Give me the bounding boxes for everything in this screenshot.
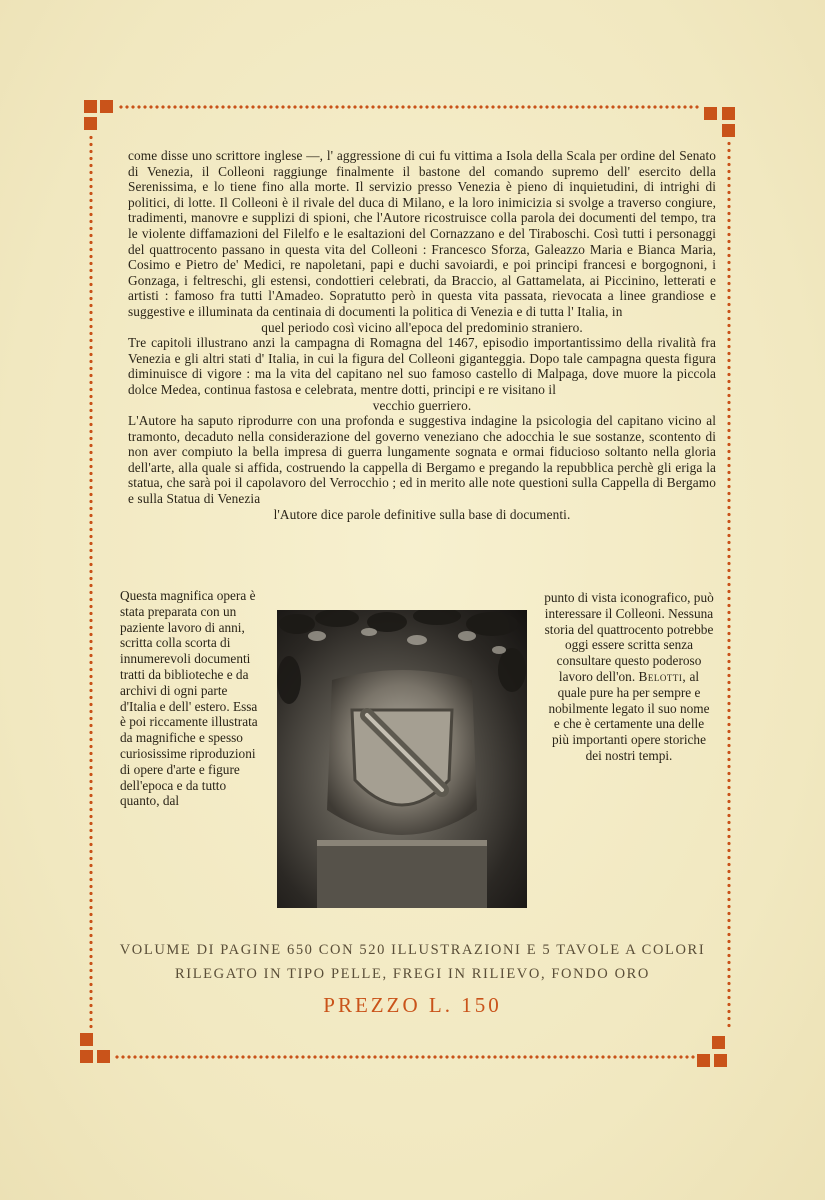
corner-square-icon bbox=[714, 1054, 727, 1067]
corner-square-icon bbox=[722, 107, 735, 120]
corner-square-icon bbox=[84, 117, 97, 130]
price-label: PREZZO L. 150 bbox=[323, 993, 502, 1017]
border-dots-bottom bbox=[114, 1054, 696, 1060]
body-paragraph: L'Autore ha saputo riprodurre con una profonda e suggestiva indagine la psicologia del capitano vicino al tramonto, decaduto nella considerazione del governo veneziano che adocchia le sue sostanze, scontento di non aver compiuto la bella impresa di guerra lungamente sognata e ormai fiducioso soltanto nella gloria dell'arte, alla quale si affida, costruendo la cappella di Bergamo e pregando la repubblica perchè gli eriga la statua, che sarà poi il capolavoro del Verrocchio ; ed in merito alle note questioni sulla Cappella di Bergamo e sulla Statua di Venezia bbox=[128, 413, 716, 507]
corner-square-icon bbox=[80, 1033, 93, 1046]
corner-square-icon bbox=[80, 1050, 93, 1063]
right-column-outro: al quale pure ha per sempre e nobilmente legato il suo nome e che è certamente una delle più importanti opere storiche dei nostri tempi. bbox=[548, 668, 710, 763]
binding-info-line: RILEGATO IN TIPO PELLE, FREGI IN RILIEVO, FONDO ORO bbox=[175, 966, 650, 982]
border-dots-left bbox=[88, 134, 94, 1030]
body-paragraph: come disse uno scrittore inglese —, l' aggressione di cui fu vittima a Isola della Scala per ordine del Senato di Venezia, il Colleoni raggiunge finalmente il bastone del comando supremo dell' esercito della Serenissima, e lo tiene fino alla morte. Il servizio presso Venezia è pieno di inquietudini, di intrighi di politici, di lotte. Il Colleoni è il rivale del duca di Milano, e la loro inimicizia si svolge a traverso congiure, tradimenti, manovre e supplizi di spioni, che l'Autore ricostruisce colla parola dei documenti del tempo, tra le violente diffamazioni del Filelfo e le esaltazioni del Cornazzano e del Tiraboschi. Così tutti i personaggi del quattrocento passano in questa vita del Colleoni : Francesco Sforza, Galeazzo Maria e Bianca Maria, Cosimo e Pietro de' Medici, re napoletani, papi e duchi savoiardi, e poi principi francesi e borgognoni, i Gonzaga, i feltreschi, gli estensi, condottieri celebrati, da Braccio, al Gattamelata, ai Piccinino, letterati e artisti : famoso fra tutti l'Amadeo. Sopratutto però in questa vita passata, rievocata a linee grandiose e suggestive e illuminata da centinaia di documenti la politica di Venezia e di tutta l' Italia, in bbox=[128, 148, 716, 319]
body-paragraph: Tre capitoli illustrano anzi la campagna di Romagna del 1467, episodio importantissimo della rivalità fra Venezia e gli altri stati d' Italia, in cui la figura del Colleoni giganteggia. Dopo tale campagna questa figura diminuisce di vigore : ma la vita del capitano nel suo famoso castello di Malpaga, dove muore la piccola dolce Medea, continua fastosa e celebrata, mentre dotti, principi e re visitano il bbox=[128, 335, 716, 397]
left-column-text: Questa magnifica opera è stata preparata con un paziente lavoro di anni, scritta colla scorta di innumerevoli documenti tratti da biblioteche e da archivi di ogni parte d'Italia e dell' estero. Essa è poi riccamente illustrata da magnifiche e spesso curiosissime riproduzioni di opere d'arte e figure dell'epoca e da tutto quanto, dal bbox=[120, 588, 258, 809]
border-dots-top bbox=[118, 104, 700, 110]
corner-square-icon bbox=[97, 1050, 110, 1063]
body-paragraph: quel periodo così vicino all'epoca del predominio straniero. bbox=[261, 319, 583, 335]
body-text bbox=[128, 148, 716, 522]
corner-square-icon bbox=[697, 1054, 710, 1067]
body-paragraph: l'Autore dice parole definitive sulla base di documenti. bbox=[273, 506, 571, 522]
corner-square-icon bbox=[722, 124, 735, 137]
stone-shield-icon bbox=[277, 610, 527, 908]
coat-of-arms-photo bbox=[277, 610, 527, 908]
corner-square-icon bbox=[100, 100, 113, 113]
author-name: Belotti, bbox=[638, 668, 687, 684]
border-dots-right bbox=[726, 140, 732, 1030]
corner-square-icon bbox=[84, 100, 97, 113]
volume-info-line: VOLUME DI PAGINE 650 CON 520 ILLUSTRAZIONI E 5 TAVOLE A COLORI bbox=[119, 942, 706, 958]
corner-square-icon bbox=[704, 107, 717, 120]
right-column-text bbox=[544, 590, 714, 764]
body-paragraph: vecchio guerriero. bbox=[372, 397, 472, 413]
right-column-intro: punto di vista iconografico, può interessare il Colleoni. Nessuna storia del quattrocento potrebbe oggi essere scritta senza consultare questo poderoso lavoro dell'on. bbox=[544, 590, 714, 684]
corner-square-icon bbox=[712, 1036, 725, 1049]
